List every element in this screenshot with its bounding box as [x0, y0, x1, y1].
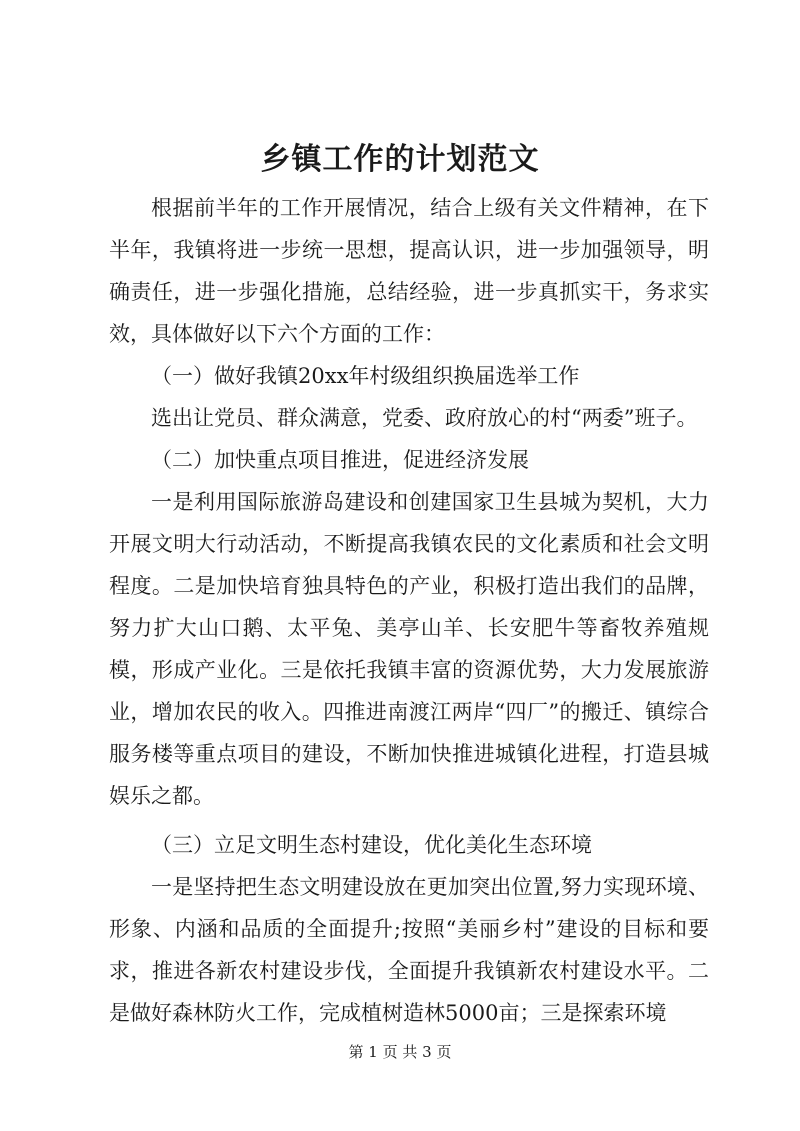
intro-paragraph: 根据前半年的工作开展情况，结合上级有关文件精神，在下半年，我镇将进一步统一思想，提高认识，进一步加强领导，明确责任，进一步强化措施，总结经验，进一步真抓实干，务求实效，具体做好以下六个方面的工作：	[109, 196, 709, 346]
document-title: 乡镇工作的计划范文	[260, 142, 540, 177]
section-1-paragraph: 选出让党员、群众满意，党委、政府放心的村“两委”班子。	[151, 406, 698, 430]
page-number-footer: 第 1 页 共 3 页	[348, 1043, 452, 1061]
section-2-paragraph: 一是利用国际旅游岛建设和创建国家卫生县城为契机，大力开展文明大行动活动，不断提高我镇农民的文化素质和社会文明程度。二是加快培育独具特色的产业，积极打造出我们的品牌，努力扩大山口鹅、太平兔、美亭山羊、长安肥牛等畜牧养殖规模，形成产业化。三是依托我镇丰富的资源优势，大力发展旅游业，增加农民的收入。四推进南渡江两岸“四厂”的搬迁、镇综合服务楼等重点项目的建设，不断加快推进城镇化进程，打造县城娱乐之都。	[109, 490, 709, 808]
section-3-paragraph: 一是坚持把生态文明建设放在更加突出位置,努力实现环境、形象、内涵和品质的全面提升;按照“美丽乡村”建设的目标和要求，推进各新农村建设步伐，全面提升我镇新农村建设水平。二是做好森林防火工作，完成植树造林5000亩；三是探索环境	[109, 875, 709, 1025]
section-heading-2: （二）加快重点项目推进，促进经济发展	[151, 448, 529, 472]
document-body	[109, 187, 709, 1034]
section-heading-1: （一）做好我镇20xx年村级组织换届选举工作	[151, 364, 580, 388]
section-heading-3: （三）立足文明生态村建设，优化美化生态环境	[151, 833, 592, 857]
